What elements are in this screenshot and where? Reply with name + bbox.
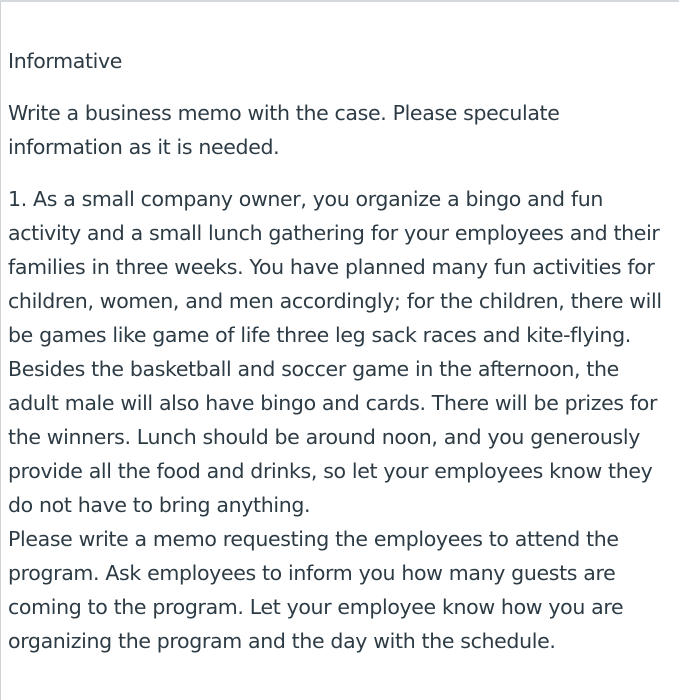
question-content: [8, 44, 675, 658]
case-paragraph: 1. As a small company owner, you organize a bingo and fun activity and a small lunch gathering for your employees and their families in three weeks. You have planned many fun activities for children, women, and men accordingly; for the children, there will be games like game of life three leg sack races and kite-flying. Besides the basketball and soccer game in the afternoon, the adult male will also have bingo and cards. There will be prizes for the winners. Lunch should be around noon, and you generously provide all the food and drinks, so let your employees know they do not have to bring anything.: [8, 187, 662, 517]
top-divider: [0, 0, 679, 2]
request-paragraph: Please write a memo requesting the employees to attend the program. Ask employees to inform you how many guests are coming to the program. Let your employee know how you are organizing the program and the day with the schedule.: [8, 527, 624, 653]
question-instruction: Write a business memo with the case. Please speculate information as it is needed.: [8, 101, 560, 159]
question-category: Informative: [8, 49, 123, 73]
left-border: [0, 2, 1, 700]
